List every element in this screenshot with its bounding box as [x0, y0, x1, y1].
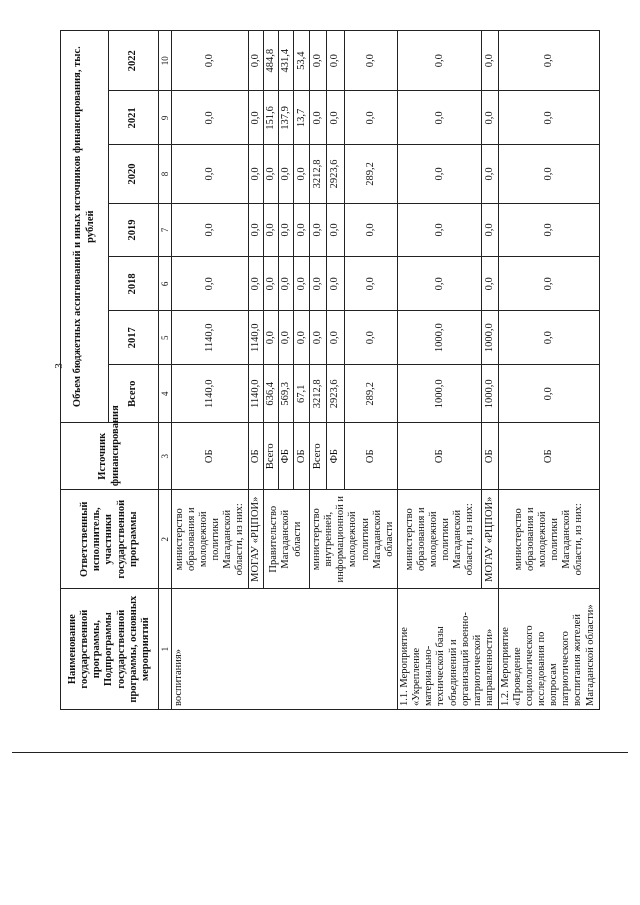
- cell-value: 0,0: [499, 91, 600, 145]
- cell-value: 0,0: [279, 311, 294, 365]
- cell-value: 0,0: [398, 257, 482, 311]
- cell-value: 13,7: [294, 91, 309, 145]
- cell-value: 0,0: [482, 31, 499, 91]
- rotated-table-area: [60, 30, 600, 710]
- cell-value: 1000,0: [398, 365, 482, 423]
- cell-value: 0,0: [172, 91, 248, 145]
- column-number-row: [159, 31, 172, 710]
- row-name: 1.2. Мероприятие «Проведение социологического исследования по вопросам патриотического воспитания жителей Магаданской области»: [499, 589, 600, 710]
- cell-value: 67,1: [294, 365, 309, 423]
- cell-value: 0,0: [344, 91, 398, 145]
- header-year: 2017: [109, 311, 159, 365]
- row-source: ОБ: [172, 423, 248, 490]
- header-total: Всего: [109, 365, 159, 423]
- cell-value: 0,0: [482, 145, 499, 203]
- row-source: ОБ: [398, 423, 482, 490]
- cell-value: 0,0: [499, 31, 600, 91]
- row-source: Всего: [263, 423, 278, 490]
- col-number: 2: [159, 490, 172, 589]
- cell-value: 0,0: [248, 91, 263, 145]
- cell-value: 2923,6: [327, 365, 345, 423]
- cell-value: 0,0: [172, 31, 248, 91]
- row-executor: министерство образования и молодежной политики Магаданской области, из них:: [172, 490, 248, 589]
- cell-value: 289,2: [344, 145, 398, 203]
- cell-value: 0,0: [279, 145, 294, 203]
- cell-value: 0,0: [482, 203, 499, 257]
- cell-value: 0,0: [248, 203, 263, 257]
- cell-value: 0,0: [172, 203, 248, 257]
- cell-value: 0,0: [499, 365, 600, 423]
- cell-value: 0,0: [327, 203, 345, 257]
- cell-value: 0,0: [309, 203, 327, 257]
- cell-value: 0,0: [344, 257, 398, 311]
- cell-value: 0,0: [398, 145, 482, 203]
- header-funding: Объем бюджетных ассигнований и иных источников финансирования, тыс. рублей: [61, 31, 109, 423]
- row-source: ФБ: [327, 423, 345, 490]
- cell-value: 0,0: [279, 257, 294, 311]
- row-executor: министерство внутренней, информационной и молодежной политики Магаданской области: [309, 490, 398, 589]
- row-source: ОБ: [248, 423, 263, 490]
- cell-value: 1000,0: [482, 365, 499, 423]
- cell-value: 53,4: [294, 31, 309, 91]
- row-source: ОБ: [294, 423, 309, 490]
- col-number: 3: [159, 423, 172, 490]
- col-number: 7: [159, 203, 172, 257]
- table-row: [499, 31, 600, 710]
- cell-value: 636,4: [263, 365, 278, 423]
- col-number: 5: [159, 311, 172, 365]
- cell-value: 0,0: [294, 257, 309, 311]
- cell-value: 0,0: [309, 311, 327, 365]
- header-executor: Ответственный исполнитель, участники государственной программы: [61, 490, 159, 589]
- cell-value: 0,0: [263, 145, 278, 203]
- col-number: 9: [159, 91, 172, 145]
- col-number: 8: [159, 145, 172, 203]
- cell-value: 0,0: [248, 257, 263, 311]
- header-year: 2019: [109, 203, 159, 257]
- col-number: 1: [159, 589, 172, 710]
- cell-value: 0,0: [499, 257, 600, 311]
- cell-value: 0,0: [482, 257, 499, 311]
- cell-value: 0,0: [309, 31, 327, 91]
- cell-value: 0,0: [309, 257, 327, 311]
- cell-value: 0,0: [248, 145, 263, 203]
- row-executor: Правительство Магаданской области: [263, 490, 309, 589]
- cell-value: 0,0: [499, 311, 600, 365]
- row-source: Всего: [309, 423, 327, 490]
- header-year: 2022: [109, 31, 159, 91]
- cell-value: 0,0: [294, 203, 309, 257]
- cell-value: 1140,0: [172, 311, 248, 365]
- cell-value: 0,0: [172, 257, 248, 311]
- cell-value: 0,0: [344, 203, 398, 257]
- cell-value: 0,0: [327, 311, 345, 365]
- cell-value: 1140,0: [248, 311, 263, 365]
- cell-value: 0,0: [327, 91, 345, 145]
- row-executor: МОГАУ «РЦПОИ»: [248, 490, 263, 589]
- row-source: ФБ: [279, 423, 294, 490]
- cell-value: 0,0: [499, 145, 600, 203]
- cell-value: 1140,0: [248, 365, 263, 423]
- cell-value: 0,0: [344, 311, 398, 365]
- row-executor: министерство образования и молодежной политики Магаданской области, из них:: [499, 490, 600, 589]
- budget-table: [60, 30, 600, 710]
- cell-value: 0,0: [294, 145, 309, 203]
- table-row: [398, 31, 482, 710]
- cell-value: 569,3: [279, 365, 294, 423]
- header-year: 2020: [109, 145, 159, 203]
- cell-value: 0,0: [327, 257, 345, 311]
- cell-value: 0,0: [248, 31, 263, 91]
- cell-value: 0,0: [398, 31, 482, 91]
- cell-value: 151,6: [263, 91, 278, 145]
- row-source: ОБ: [344, 423, 398, 490]
- header-source: Источник финансирования: [61, 423, 159, 490]
- cell-value: 0,0: [398, 91, 482, 145]
- cell-value: 484,8: [263, 31, 278, 91]
- cell-value: 0,0: [294, 311, 309, 365]
- cell-value: 1000,0: [398, 311, 482, 365]
- cell-value: 1140,0: [172, 365, 248, 423]
- bottom-divider: [12, 752, 628, 753]
- row-executor: МОГАУ «РЦПОИ»: [482, 490, 499, 589]
- cell-value: 0,0: [482, 91, 499, 145]
- cell-value: 137,9: [279, 91, 294, 145]
- cell-value: 431,4: [279, 31, 294, 91]
- header-name: Наименование государственной программы, Подпрограммы государственной программы, основных мероприятий: [61, 589, 159, 710]
- col-number: 4: [159, 365, 172, 423]
- header-year: 2021: [109, 91, 159, 145]
- cell-value: 0,0: [172, 145, 248, 203]
- cell-value: 3212,8: [309, 145, 327, 203]
- cell-value: 3212,8: [309, 365, 327, 423]
- cell-value: 0,0: [327, 31, 345, 91]
- row-source: ОБ: [499, 423, 600, 490]
- row-executor: министерство образования и молодежной политики Магаданской области, из них:: [398, 490, 482, 589]
- header-year: 2018: [109, 257, 159, 311]
- cell-value: 0,0: [263, 257, 278, 311]
- row-name: 1.1. Мероприятие «Укрепление материально-технической базы объединений и организаций военно-патриотической направленности»: [398, 589, 499, 710]
- cell-value: 0,0: [499, 203, 600, 257]
- row-source: ОБ: [482, 423, 499, 490]
- cell-value: 289,2: [344, 365, 398, 423]
- cell-value: 2923,6: [327, 145, 345, 203]
- cell-value: 0,0: [263, 311, 278, 365]
- cell-value: 0,0: [398, 203, 482, 257]
- row-name: воспитания»: [172, 589, 398, 710]
- page-number: 3: [52, 363, 65, 369]
- cell-value: 0,0: [263, 203, 278, 257]
- cell-value: 1000,0: [482, 311, 499, 365]
- cell-value: 0,0: [344, 31, 398, 91]
- table-row: [172, 31, 248, 710]
- cell-value: 0,0: [309, 91, 327, 145]
- col-number: 10: [159, 31, 172, 91]
- col-number: 6: [159, 257, 172, 311]
- cell-value: 0,0: [279, 203, 294, 257]
